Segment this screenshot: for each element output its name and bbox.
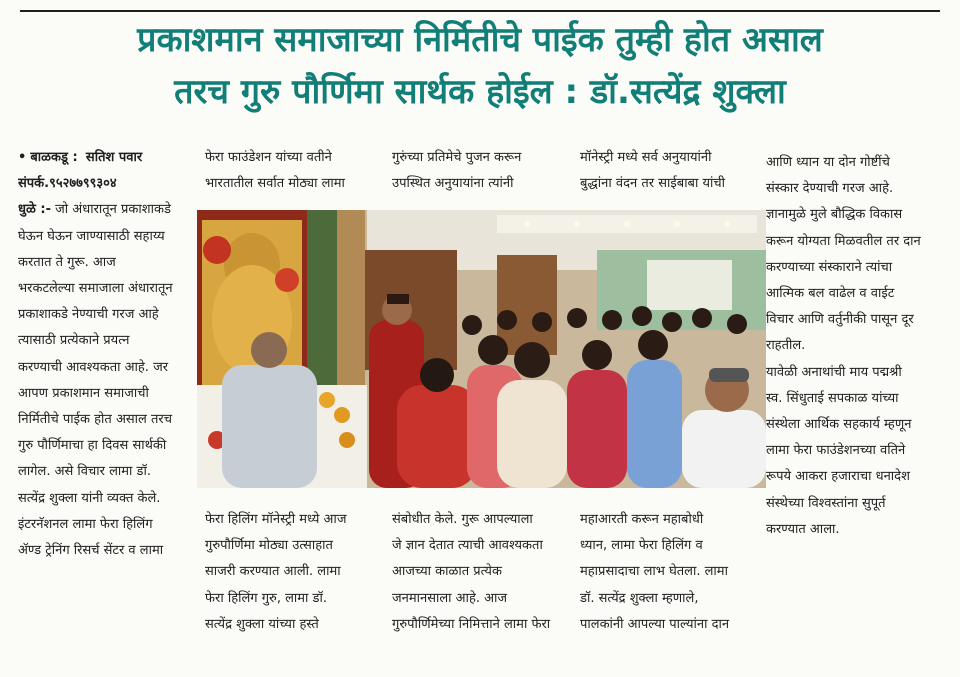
column-1-line: करण्याची आवश्यकता आहे. जर	[18, 359, 169, 375]
column-5-line: विचार आणि वर्तुनीकी पासून दूर	[766, 312, 914, 328]
column-5-line: संस्कार देण्याची गरज आहे.	[766, 181, 894, 197]
bullet-icon: •	[18, 150, 27, 165]
column-3-line: गुरुपौर्णिमेच्या निमित्ताने लामा फेरा	[392, 616, 551, 632]
column-5-line: स्व. सिंधुताई सपकाळ यांच्या	[766, 390, 899, 406]
column-5-line: करून योग्यता मिळवतील तर दान	[766, 233, 921, 249]
column-2-line: फेरा हिलिंग गुरु, लामा डॉ.	[205, 590, 328, 606]
column-1-line: गुरु पौर्णिमाचा हा दिवस सार्थकी	[18, 438, 167, 454]
column-2-line: साजरी करण्यात आली. लामा	[205, 564, 341, 580]
column-3-line: जे ज्ञान देतात त्याची आवश्यकता	[392, 538, 543, 554]
column-4-line: डॉ. सत्येंद्र शुक्ला म्हणाले,	[580, 590, 699, 606]
column-1-line: घेऊन घेऊन जाण्यासाठी सहाय्य	[18, 228, 165, 244]
headline	[20, 14, 940, 118]
column-3-line: जनमानसाला आहे. आज	[392, 590, 508, 606]
column-1-line: ॲण्ड ट्रेनिंग रिसर्च सेंटर व लामा	[18, 543, 164, 559]
byline-line	[18, 145, 190, 171]
column-3-line: आजच्या काळात प्रत्येक	[392, 564, 502, 580]
column-5-line: लामा फेरा फाउंडेशनच्या वतिने	[766, 443, 906, 459]
article-column-2-bottom	[205, 507, 375, 638]
column-5-line: आत्मिक बल वाढेल व वाईट	[766, 286, 895, 302]
article-column-2-top	[205, 145, 375, 197]
byline-reporter: सतिश पवार	[85, 150, 143, 165]
column-1-line: आपण प्रकाशमान समाजाची	[18, 385, 149, 401]
column-4-line: पालकांनी आपल्या पाल्यांना दान	[580, 616, 730, 632]
column-1-line: सत्येंद्र शुक्ला यांनी व्यक्त केले.	[18, 490, 161, 506]
column-4-line: महाप्रसादाचा लाभ घेतला. लामा	[580, 564, 728, 580]
column-3-line: उपस्थित अनुयायांना त्यांनी	[392, 176, 514, 192]
column-1-line: प्रकाशाकडे नेण्याची गरज आहे	[18, 307, 159, 323]
article-column-3-bottom	[392, 507, 564, 638]
column-2-line: गुरुपौर्णिमा मोठ्या उत्साहात	[205, 538, 333, 554]
headline-line-2: तरच गुरु पौर्णिमा सार्थक होईल : डॉ.सत्येंद्र शुक्ला	[174, 72, 786, 112]
column-5-line: रूपये आकरा हजाराचा धनादेश	[766, 469, 910, 485]
byline-contact: संपर्क.९५२७७९९३०४	[18, 176, 117, 192]
column-1-line: लागेल. असे विचार लामा डॉ.	[18, 464, 152, 480]
article-column-4-bottom	[580, 507, 752, 638]
event-photo	[197, 210, 766, 488]
column-4-line: मॉनेस्ट्री मध्ये सर्व अनुयायांनी	[580, 150, 712, 165]
article-column-5	[766, 150, 942, 543]
column-5-line: करण्यात आला.	[766, 521, 840, 537]
column-5-line: ज्ञानामुळे मुले बौद्धिक विकास	[766, 207, 903, 223]
column-1-line: इंटरनॅशनल लामा फेरा हिलिंग	[18, 516, 153, 532]
column-5-line: यावेळी अनाथांची माय पद्मश्री	[766, 364, 902, 380]
column-1-text: जो अंधारातून प्रकाशाकडे	[55, 202, 171, 218]
column-5-line: राहतील.	[766, 338, 806, 354]
column-5-line: संस्थेला आर्थिक सहकार्य म्हणून	[766, 417, 912, 433]
column-5-line: करण्याच्या संस्काराने त्यांचा	[766, 259, 893, 275]
column-1-line: त्यासाठी प्रत्येकाने प्रयत्न	[18, 333, 130, 349]
column-4-line: बुद्धांना वंदन तर साईबाबा यांची	[580, 176, 726, 192]
byline-place: बाळकडू :	[30, 150, 78, 165]
headline-line-1: प्रकाशमान समाजाच्या निर्मितीचे पाईक तुम्ही होत असाल	[137, 20, 823, 60]
dateline: धुळे :-	[18, 202, 51, 218]
column-3-line: संबोधीत केले. गुरू आपल्याला	[392, 512, 533, 527]
article-column-4-top	[580, 145, 752, 197]
column-4-line: महाआरती करून महाबोधी	[580, 512, 704, 527]
top-rule	[20, 10, 940, 12]
column-5-line: संस्थेच्या विश्वस्तांना सुपूर्त	[766, 495, 886, 511]
column-5-line: आणि ध्यान या दोन गोष्टींचे	[766, 155, 890, 170]
article-column-1	[18, 145, 190, 564]
column-3-line: गुरुंच्या प्रतिमेचे पुजन करून	[392, 150, 522, 165]
column-2-line: सत्येंद्र शुक्ला यांच्या हस्ते	[205, 616, 319, 632]
column-4-line: ध्यान, लामा फेरा हिलिंग व	[580, 538, 703, 554]
column-1-line: भरकटलेल्या समाजाला अंधारातून	[18, 281, 173, 297]
event-photo-illustration	[197, 210, 766, 488]
column-1-line: करतात ते गुरू. आज	[18, 254, 116, 270]
column-2-line: फेरा हिलिंग मॉनेस्ट्री मध्ये आज	[205, 512, 347, 527]
column-1-line-1	[18, 197, 190, 223]
article-column-3-top	[392, 145, 564, 197]
column-1-line: निर्मितीचे पाईक होत असाल तरच	[18, 412, 172, 428]
column-2-line: फेरा फाउंडेशन यांच्या वतीने	[205, 150, 332, 165]
column-2-line: भारतातील सर्वात मोठ्या लामा	[205, 176, 345, 192]
